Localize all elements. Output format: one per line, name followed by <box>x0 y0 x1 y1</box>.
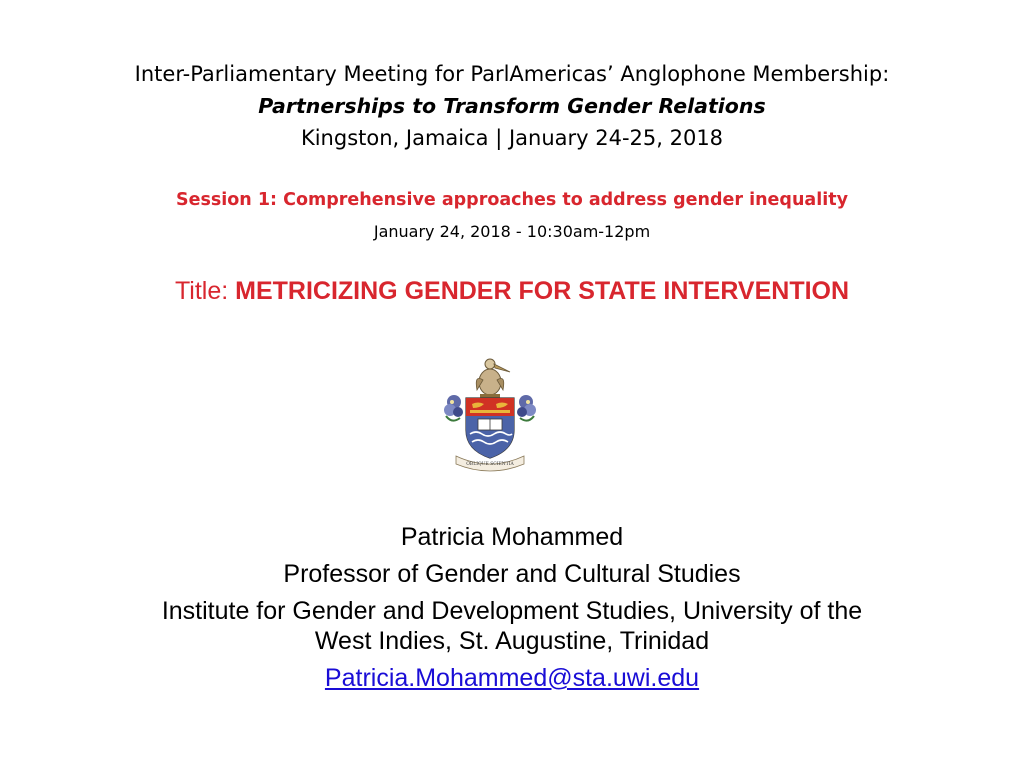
title-label: Title: <box>174 277 236 305</box>
presentation-title <box>0 277 1024 306</box>
right-flower-icon <box>517 395 536 421</box>
meeting-title: Inter-Parliamentary Meeting for ParlAmericas’ Anglophone Membership: <box>134 62 890 86</box>
title-value: METRICIZING GENDER FOR STATE INTERVENTION <box>235 277 850 305</box>
author-institution-line2: West Indies, St. Augustine, Trinidad <box>314 627 710 655</box>
motto-text: OBLIQUE SCIENTIA <box>466 462 514 467</box>
left-flower-icon <box>444 395 463 421</box>
author-email-link[interactable]: Patricia.Mohammed@sta.uwi.edu <box>324 664 700 692</box>
author-institution-line1: Institute for Gender and Development Studies, University of the <box>161 597 863 625</box>
email-row <box>0 664 1024 693</box>
author-name: Patricia Mohammed <box>400 523 624 551</box>
session-name: Session 1: Comprehensive approaches to address gender inequality <box>175 190 848 210</box>
pelican-icon <box>476 359 510 398</box>
meeting-theme: Partnerships to Transform Gender Relations <box>258 94 766 118</box>
author-position: Professor of Gender and Cultural Studies <box>283 560 741 588</box>
meeting-location-date: Kingston, Jamaica | January 24-25, 2018 <box>300 126 724 150</box>
uwi-crest-icon <box>440 352 540 474</box>
shield-icon <box>466 398 514 458</box>
session-date: January 24, 2018 - 10:30am-12pm <box>373 222 651 241</box>
